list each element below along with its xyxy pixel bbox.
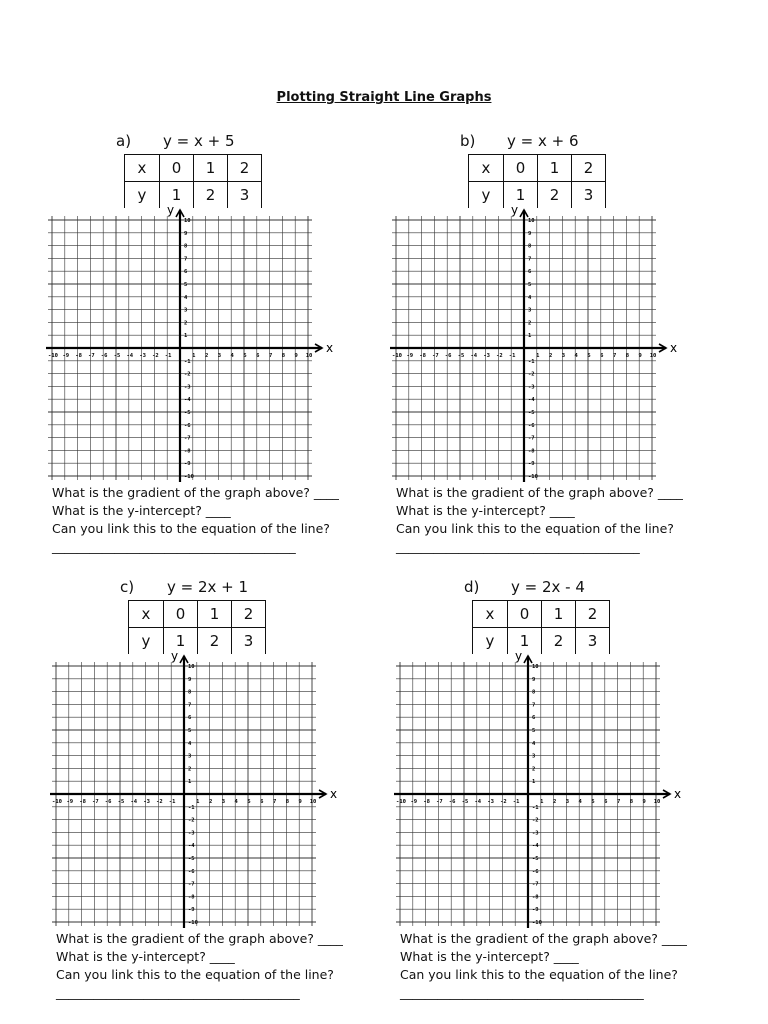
- table-y-cell: 2: [538, 182, 572, 209]
- y-tick-label: -9: [188, 907, 195, 914]
- x-tick-label: -6: [100, 353, 108, 359]
- table-y-cell: 3: [576, 628, 610, 655]
- y-tick-label: -8: [528, 448, 535, 455]
- x-tick-label: -10: [52, 799, 62, 805]
- x-tick-label: -10: [396, 799, 406, 805]
- table-y-header: y: [473, 628, 508, 655]
- coordinate-grid: [366, 648, 726, 930]
- x-tick-label: 2: [204, 353, 209, 359]
- table-y-header: y: [469, 182, 504, 209]
- y-tick-label: 2: [188, 766, 192, 773]
- x-tick-label: 7: [272, 799, 277, 805]
- y-axis-label: y: [511, 203, 519, 217]
- intercept-question: What is the y-intercept? ____: [56, 949, 235, 964]
- y-tick-label: -10: [188, 920, 198, 926]
- table-y-cell: 2: [194, 182, 228, 209]
- y-tick-label: 3: [532, 753, 536, 760]
- table-x-cell: 2: [576, 601, 610, 628]
- x-tick-label: -9: [62, 353, 70, 359]
- x-tick-label: -8: [423, 799, 430, 805]
- x-tick-label: -4: [474, 799, 482, 805]
- x-tick-label: -3: [487, 799, 494, 805]
- question-label: d): [464, 578, 480, 596]
- y-axis-label: y: [171, 649, 179, 663]
- y-tick-label: -1: [184, 358, 191, 365]
- y-tick-label: 8: [528, 243, 532, 250]
- x-tick-label: 5: [591, 799, 595, 805]
- y-tick-label: -7: [532, 881, 539, 888]
- y-tick-label: -5: [528, 410, 535, 416]
- y-tick-label: 8: [184, 243, 188, 250]
- grid-svg: [362, 202, 722, 484]
- x-tick-label: -8: [75, 353, 82, 359]
- y-tick-label: 8: [188, 689, 192, 696]
- link-question: Can you link this to the equation of the line?: [52, 521, 330, 536]
- y-tick-label: -2: [528, 371, 535, 378]
- x-tick-label: -9: [66, 799, 74, 805]
- y-tick-label: 7: [532, 702, 536, 709]
- y-tick-label: -4: [184, 397, 191, 404]
- table-x-cell: 2: [572, 155, 606, 182]
- table-y-cell: 2: [198, 628, 232, 655]
- grid-svg: [18, 202, 378, 484]
- intercept-question: What is the y-intercept? ____: [400, 949, 579, 964]
- y-tick-label: -10: [532, 920, 542, 926]
- table-x-cell: 0: [160, 155, 194, 182]
- question-block: [396, 484, 726, 556]
- y-tick-label: -3: [532, 830, 539, 837]
- x-tick-label: -7: [88, 353, 95, 359]
- y-tick-label: -4: [532, 843, 539, 850]
- y-tick-label: 4: [532, 740, 536, 747]
- table-x-cell: 1: [198, 601, 232, 628]
- y-axis-label: y: [167, 203, 175, 217]
- y-tick-label: 2: [184, 320, 188, 327]
- y-tick-label: 3: [528, 307, 532, 314]
- table-x-cell: 1: [538, 155, 572, 182]
- y-tick-label: 4: [188, 740, 192, 747]
- x-tick-label: 8: [285, 799, 290, 805]
- x-tick-label: -7: [436, 799, 443, 805]
- x-tick-label: 1: [536, 353, 540, 359]
- y-tick-label: 7: [184, 256, 188, 263]
- table-x-header: x: [125, 155, 160, 182]
- x-tick-label: -10: [48, 353, 58, 359]
- x-tick-label: 7: [268, 353, 273, 359]
- y-tick-label: -10: [184, 474, 194, 480]
- y-tick-label: 9: [184, 230, 188, 237]
- link-question: Can you link this to the equation of the line?: [400, 967, 678, 982]
- x-tick-label: 4: [574, 353, 578, 359]
- y-tick-label: -7: [184, 435, 191, 442]
- x-tick-label: 6: [600, 353, 604, 359]
- y-tick-label: -2: [184, 371, 191, 378]
- y-tick-label: -1: [528, 358, 535, 365]
- question-d: [366, 574, 726, 1004]
- x-tick-label: 3: [217, 353, 222, 359]
- equation: y = 2x + 1: [167, 578, 249, 596]
- answer-line: _______________________________________: [52, 539, 296, 554]
- y-tick-label: -9: [532, 907, 539, 914]
- y-tick-label: -5: [184, 410, 191, 416]
- x-tick-label: -3: [483, 353, 490, 359]
- question-label: a): [116, 132, 132, 150]
- x-tick-label: -3: [143, 799, 150, 805]
- answer-line: _______________________________________: [56, 985, 300, 1000]
- question-a: [18, 128, 378, 558]
- x-axis-label: x: [330, 787, 338, 801]
- x-tick-label: -7: [432, 353, 439, 359]
- x-tick-label: 9: [298, 799, 302, 805]
- table-y-cell: 3: [232, 628, 266, 655]
- x-tick-label: 1: [540, 799, 544, 805]
- x-axis-label: x: [670, 341, 678, 355]
- question-block: [52, 484, 382, 556]
- y-tick-label: -2: [532, 817, 539, 824]
- x-tick-label: 6: [256, 353, 260, 359]
- question-block: [56, 930, 386, 1002]
- x-tick-label: -9: [410, 799, 418, 805]
- question-label: b): [460, 132, 476, 150]
- y-tick-label: 6: [184, 269, 188, 276]
- x-tick-label: 9: [294, 353, 298, 359]
- table-x-cell: 2: [232, 601, 266, 628]
- y-axis-label: y: [515, 649, 523, 663]
- y-tick-label: -5: [532, 856, 539, 862]
- x-tick-label: -5: [457, 353, 465, 359]
- y-tick-label: -9: [184, 461, 191, 468]
- x-axis-label: x: [674, 787, 682, 801]
- x-tick-label: -9: [406, 353, 414, 359]
- y-tick-label: 5: [528, 282, 532, 288]
- y-tick-label: 2: [528, 320, 532, 327]
- x-tick-label: 9: [638, 353, 642, 359]
- question-c: [22, 574, 382, 1004]
- grid-svg: [22, 648, 382, 930]
- x-tick-label: -10: [392, 353, 402, 359]
- table-y-cell: 1: [160, 182, 194, 209]
- x-tick-label: -5: [113, 353, 121, 359]
- question-label: c): [120, 578, 135, 596]
- y-tick-label: 10: [184, 218, 191, 224]
- y-tick-label: 6: [532, 715, 536, 722]
- y-tick-label: -8: [188, 894, 195, 901]
- y-tick-label: -1: [188, 804, 195, 811]
- coordinate-grid: [18, 202, 378, 484]
- x-tick-label: -7: [92, 799, 99, 805]
- y-tick-label: 5: [532, 728, 536, 734]
- intercept-question: What is the y-intercept? ____: [52, 503, 231, 518]
- value-table: [472, 600, 613, 654]
- x-tick-label: 10: [305, 353, 313, 359]
- x-tick-label: -6: [444, 353, 452, 359]
- y-tick-label: -3: [184, 384, 191, 391]
- y-tick-label: 7: [188, 702, 192, 709]
- x-tick-label: 2: [552, 799, 557, 805]
- y-tick-label: 9: [528, 230, 532, 237]
- x-tick-label: -2: [500, 799, 507, 805]
- y-tick-label: 1: [528, 333, 532, 340]
- y-tick-label: -5: [188, 856, 195, 862]
- table-x-cell: 1: [542, 601, 576, 628]
- table-x-header: x: [469, 155, 504, 182]
- x-tick-label: -5: [117, 799, 125, 805]
- value-table: [128, 600, 269, 654]
- x-tick-label: 7: [612, 353, 617, 359]
- table-y-cell: 1: [508, 628, 542, 655]
- x-axis-label: x: [326, 341, 334, 355]
- table-y-cell: 3: [572, 182, 606, 209]
- y-tick-label: 4: [528, 294, 532, 301]
- y-tick-label: 5: [188, 728, 192, 734]
- y-tick-label: 1: [184, 333, 188, 340]
- y-tick-label: -8: [532, 894, 539, 901]
- y-tick-label: 4: [184, 294, 188, 301]
- x-tick-label: 4: [234, 799, 238, 805]
- x-tick-label: 3: [221, 799, 226, 805]
- gradient-question: What is the gradient of the graph above? ____: [400, 931, 687, 946]
- x-tick-label: -8: [419, 353, 426, 359]
- y-tick-label: -6: [532, 868, 539, 875]
- y-tick-label: -8: [184, 448, 191, 455]
- y-tick-label: 8: [532, 689, 536, 696]
- table-x-cell: 1: [194, 155, 228, 182]
- y-tick-label: 1: [188, 779, 192, 786]
- x-tick-label: -2: [496, 353, 503, 359]
- x-tick-label: 3: [565, 799, 570, 805]
- y-tick-label: -6: [188, 868, 195, 875]
- question-b: [362, 128, 722, 558]
- coordinate-grid: [22, 648, 382, 930]
- link-question: Can you link this to the equation of the line?: [56, 967, 334, 982]
- table-x-header: x: [129, 601, 164, 628]
- equation: y = x + 5: [163, 132, 235, 150]
- x-tick-label: -1: [512, 799, 520, 805]
- y-tick-label: -4: [528, 397, 535, 404]
- y-tick-label: -10: [528, 474, 538, 480]
- gradient-question: What is the gradient of the graph above? ____: [396, 485, 683, 500]
- x-tick-label: 5: [247, 799, 251, 805]
- intercept-question: What is the y-intercept? ____: [396, 503, 575, 518]
- y-tick-label: 10: [528, 218, 535, 224]
- x-tick-label: 2: [548, 353, 553, 359]
- x-tick-label: 9: [642, 799, 646, 805]
- table-x-cell: 0: [508, 601, 542, 628]
- x-tick-label: 4: [578, 799, 582, 805]
- table-y-header: y: [129, 628, 164, 655]
- x-tick-label: 5: [587, 353, 591, 359]
- y-tick-label: 2: [532, 766, 536, 773]
- table-x-header: x: [473, 601, 508, 628]
- x-tick-label: -1: [164, 353, 172, 359]
- x-tick-label: 3: [561, 353, 566, 359]
- x-tick-label: 8: [281, 353, 286, 359]
- x-tick-label: 5: [243, 353, 247, 359]
- y-tick-label: -4: [188, 843, 195, 850]
- equation: y = x + 6: [507, 132, 579, 150]
- y-tick-label: -6: [184, 422, 191, 429]
- x-tick-label: -1: [508, 353, 516, 359]
- table-x-cell: 0: [164, 601, 198, 628]
- y-tick-label: 1: [532, 779, 536, 786]
- y-tick-label: -9: [528, 461, 535, 468]
- y-tick-label: -3: [528, 384, 535, 391]
- y-tick-label: 7: [528, 256, 532, 263]
- x-tick-label: -2: [152, 353, 159, 359]
- y-tick-label: -6: [528, 422, 535, 429]
- x-tick-label: 6: [604, 799, 608, 805]
- x-tick-label: 8: [629, 799, 634, 805]
- gradient-question: What is the gradient of the graph above? ____: [56, 931, 343, 946]
- x-tick-label: 7: [616, 799, 621, 805]
- x-tick-label: 10: [649, 353, 657, 359]
- x-tick-label: -4: [126, 353, 134, 359]
- y-tick-label: -3: [188, 830, 195, 837]
- y-tick-label: 10: [532, 664, 539, 670]
- x-tick-label: 8: [625, 353, 630, 359]
- value-table: [468, 154, 609, 208]
- table-y-cell: 2: [542, 628, 576, 655]
- table-y-cell: 1: [504, 182, 538, 209]
- y-tick-label: 10: [188, 664, 195, 670]
- x-tick-label: -5: [461, 799, 469, 805]
- table-x-cell: 2: [228, 155, 262, 182]
- worksheet-title: Plotting Straight Line Graphs: [276, 90, 492, 105]
- x-tick-label: -6: [448, 799, 456, 805]
- y-tick-label: 6: [188, 715, 192, 722]
- x-tick-label: -2: [156, 799, 163, 805]
- y-tick-label: -2: [188, 817, 195, 824]
- value-table: [124, 154, 265, 208]
- y-tick-label: -1: [532, 804, 539, 811]
- coordinate-grid: [362, 202, 722, 484]
- link-question: Can you link this to the equation of the line?: [396, 521, 674, 536]
- x-tick-label: 6: [260, 799, 264, 805]
- y-tick-label: 3: [188, 753, 192, 760]
- x-tick-label: -1: [168, 799, 176, 805]
- y-tick-label: 9: [188, 676, 192, 683]
- question-block: [400, 930, 730, 1002]
- y-tick-label: 5: [184, 282, 188, 288]
- y-tick-label: -7: [528, 435, 535, 442]
- grid-svg: [366, 648, 726, 930]
- y-tick-label: -7: [188, 881, 195, 888]
- table-x-cell: 0: [504, 155, 538, 182]
- table-y-header: y: [125, 182, 160, 209]
- x-tick-label: -3: [139, 353, 146, 359]
- x-tick-label: 1: [196, 799, 200, 805]
- y-tick-label: 3: [184, 307, 188, 314]
- y-tick-label: 6: [528, 269, 532, 276]
- answer-line: _______________________________________: [400, 985, 644, 1000]
- x-tick-label: 1: [192, 353, 196, 359]
- x-tick-label: 4: [230, 353, 234, 359]
- table-y-cell: 3: [228, 182, 262, 209]
- y-tick-label: 9: [532, 676, 536, 683]
- answer-line: _______________________________________: [396, 539, 640, 554]
- x-tick-label: -8: [79, 799, 86, 805]
- x-tick-label: -6: [104, 799, 112, 805]
- x-tick-label: 2: [208, 799, 213, 805]
- x-tick-label: -4: [130, 799, 138, 805]
- equation: y = 2x - 4: [511, 578, 585, 596]
- table-y-cell: 1: [164, 628, 198, 655]
- gradient-question: What is the gradient of the graph above? ____: [52, 485, 339, 500]
- x-tick-label: -4: [470, 353, 478, 359]
- x-tick-label: 10: [653, 799, 661, 805]
- x-tick-label: 10: [309, 799, 317, 805]
